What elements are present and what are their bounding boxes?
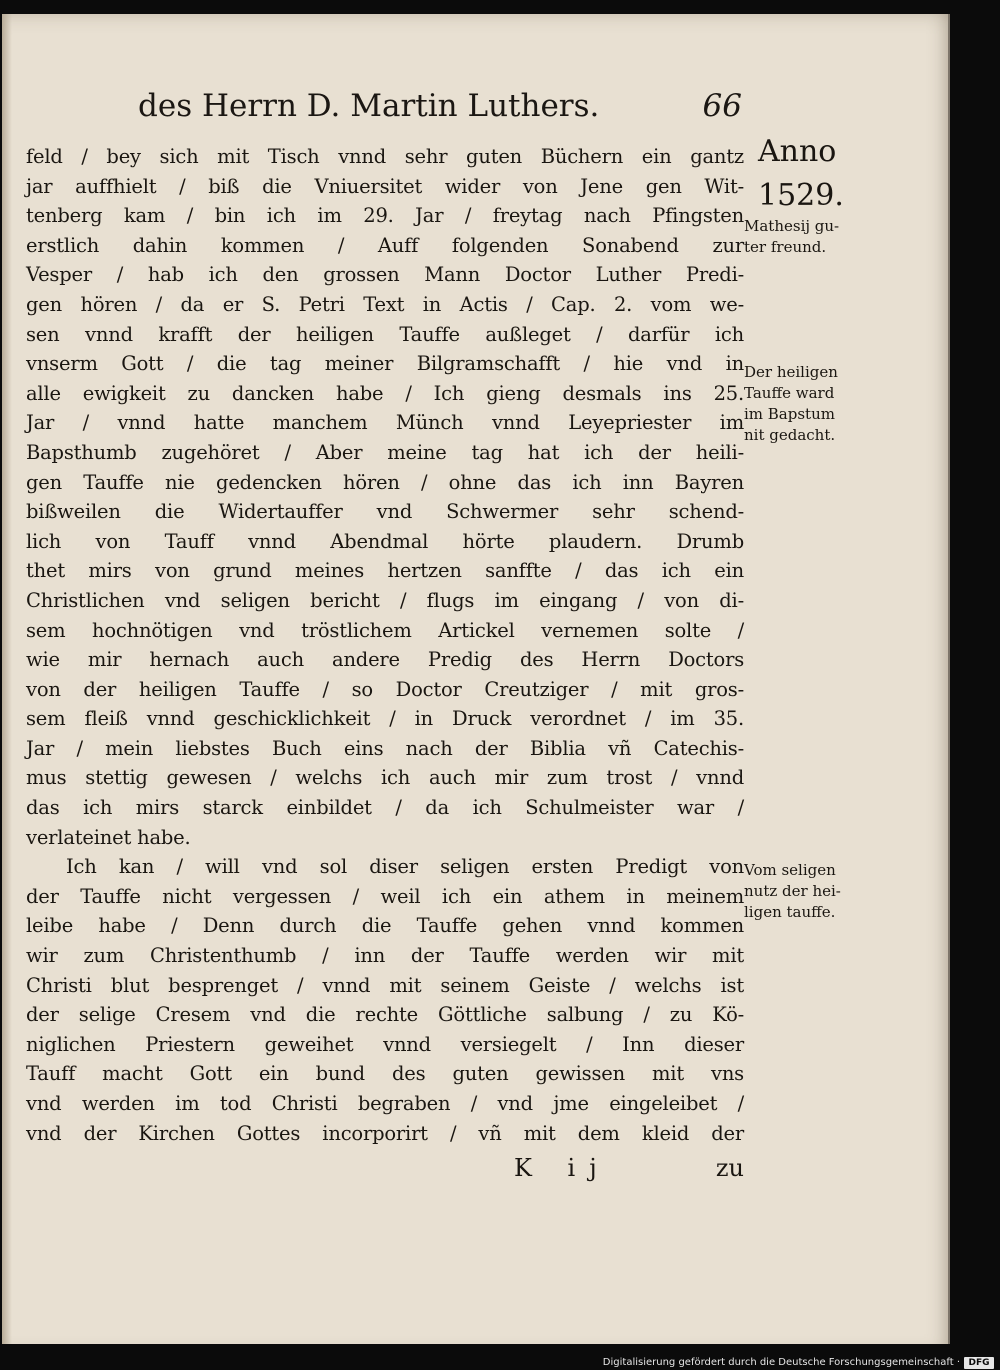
margin-note-line: nutz der hei- [744,882,841,900]
text-line: von der heiligen Tauffe / so Doctor Creutziger / mit gros- [26,677,744,701]
margin-note-baptism [744,362,838,446]
running-head-title: des Herrn D. Martin Luthers. [138,88,600,124]
text-line: Christi blut besprenget / vnnd mit seinem Geiste / welchs ist [26,973,744,997]
text-line: Ich kan / will vnd sol diser seligen ersten Predigt von [66,855,744,879]
binding-gutter [2,14,12,1344]
text-line: thet mirs von grund meines hertzen sanffte / das ich ein [26,559,744,583]
text-line: Bapsthumb zugehöret / Aber meine tag hat ich der heili- [26,440,744,464]
margin-note-line: im Bapstum [744,405,835,423]
text-line: gen hören / da er S. Petri Text in Actis / Cap. 2. vom we- [26,292,744,316]
margin-note-line: Vom seligen [744,861,836,879]
text-line: vnd der Kirchen Gottes incorporirt / vñ mit dem kleid der [26,1121,744,1145]
text-line: sen vnnd krafft der heiligen Tauffe außleget / darfür ich [26,322,744,346]
margin-note-line: Der heiligen [744,363,838,381]
text-line: niglichen Priestern geweihet vnnd versiegelt / Inn dieser [26,1032,744,1056]
digitization-footer [0,1356,1000,1370]
text-line: der selige Cresem vnd die rechte Göttliche salbung / zu Kö- [26,1003,744,1027]
text-line: feld / bey sich mit Tisch vnnd sehr guten Büchern ein gantz [26,145,744,168]
margin-note-line: Tauffe ward [744,384,835,402]
margin-note-year [758,130,844,218]
signature-mark: K ij [514,1154,611,1182]
text-line: das ich mirs starck einbildet / da ich Schulmeister war / [26,796,744,820]
scanned-page [2,14,950,1344]
margin-note-line: nit gedacht. [744,426,836,444]
text-line: sem hochnötigen vnd tröstlichem Artickel vernemen solte / [26,618,744,642]
margin-note-line: ligen tauffe. [744,903,836,921]
text-line: gen Tauffe nie gedencken hören / ohne das ich inn Bayren [26,470,744,494]
dfg-logo: DFG [964,1357,994,1369]
margin-note-line: Mathesij gu- [744,217,840,235]
text-line: vnd werden im tod Christi begraben / vnd jme eingeleibet / [26,1092,744,1115]
text-line: Jar / vnnd hatte manchem Münch vnnd Leyepriester im [26,411,744,435]
catchword: zu [715,1154,744,1182]
folio-number: 66 [702,88,742,124]
signature-line [26,1154,744,1186]
margin-note-benefit [744,860,841,923]
margin-note-friend [744,216,839,258]
text-line: mus stettig gewesen / welchs ich auch mir zum trost / vnnd [26,766,744,790]
text-line: sem fleiß vnnd geschicklichkeit / in Druck verordnet / im 35. [26,707,744,731]
text-line: Vesper / hab ich den grossen Mann Doctor Luther Predi- [26,263,744,287]
text-line: erstlich dahin kommen / Auff folgenden Sonabend zur [26,233,744,257]
text-line: jar auffhielt / biß die Vniuersitet wider von Jene gen Wit- [26,174,744,198]
funding-credit: Digitalisierung gefördert durch die Deutsche Forschungsgemeinschaft · [602,1357,960,1368]
running-head [138,88,742,128]
text-line: wir zum Christenthumb / inn der Tauffe werden wir mit [26,944,744,968]
text-line: bißweilen die Widertauffer vnd Schwermer sehr schend- [26,500,744,524]
body-text [26,142,744,1148]
text-line: leibe habe / Denn durch die Tauffe gehen vnnd kommen [26,914,744,938]
text-line: Christlichen vnd seligen bericht / flugs im eingang / von di- [26,588,744,612]
text-line: lich von Tauff vnnd Abendmal hörte plaudern. Drumb [26,529,744,553]
text-line: alle ewigkeit zu dancken habe / Ich gieng desmals ins 25. [26,381,744,405]
text-line: der Tauffe nicht vergessen / weil ich ein athem in meinem [26,884,744,908]
text-line: tenberg kam / bin ich im 29. Jar / freytag nach Pfingsten [26,204,744,228]
text-line: vnserm Gott / die tag meiner Bilgramschafft / hie vnd in [26,352,744,376]
text-line: wie mir hernach auch andere Predig des Herrn Doctors [26,648,744,672]
text-line: verlateinet habe. [26,825,191,849]
text-line: Jar / mein liebstes Buch eins nach der Biblia vñ Catechis- [26,736,744,760]
margin-note-line: Anno [758,134,837,169]
margin-note-line: ter freund. [744,238,827,256]
text-line: Tauff macht Gott ein bund des guten gewissen mit vns [26,1062,744,1086]
margin-note-line: 1529. [758,178,844,213]
